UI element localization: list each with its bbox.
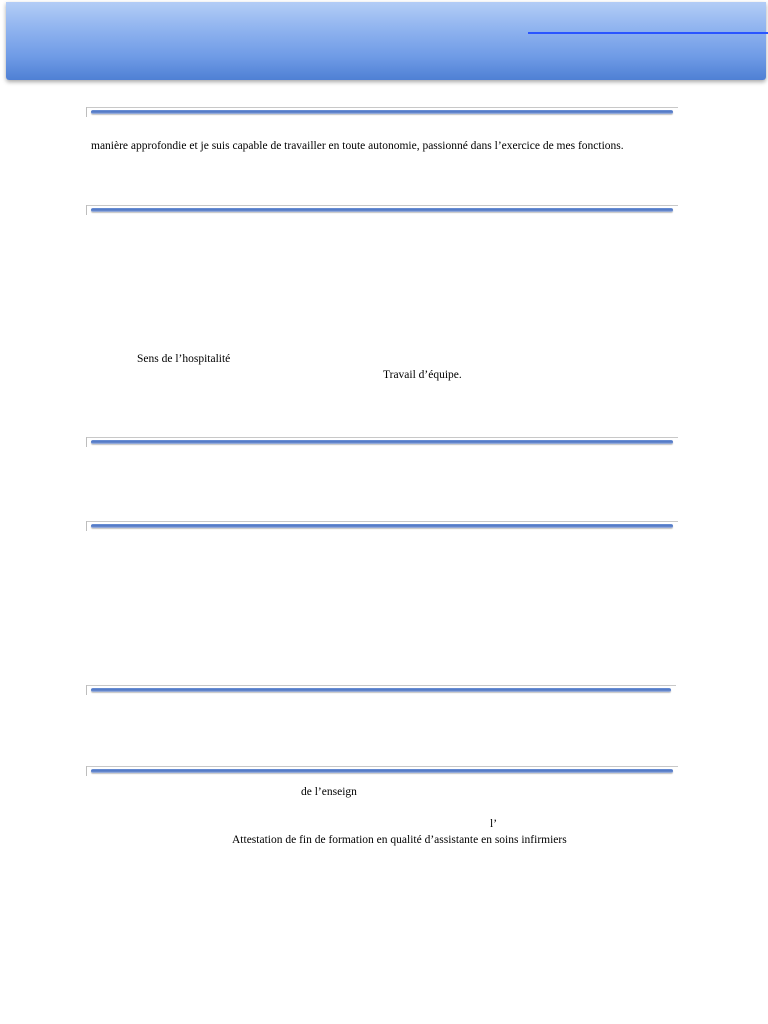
section-divider [86, 205, 678, 217]
section-divider [86, 521, 678, 533]
education-text: de l’enseign [301, 786, 357, 798]
diploma-text: Attestation de fin de formation en qualité d’assistante en soins infirmiers [232, 834, 567, 846]
profile-text: manière approfondie et je suis capable de travailler en toute autonomie, passionné dans l’exercice de mes fonctions. [91, 140, 624, 152]
education-text: l’ [490, 818, 498, 830]
quality-item: Travail d’équipe. [383, 369, 462, 381]
section-divider [86, 437, 678, 449]
header-link-underline[interactable] [528, 32, 768, 34]
section-divider [86, 107, 678, 119]
header-banner [6, 2, 766, 80]
quality-item: Sens de l’hospitalité [137, 353, 231, 365]
section-divider [86, 766, 678, 778]
section-divider [86, 685, 676, 697]
